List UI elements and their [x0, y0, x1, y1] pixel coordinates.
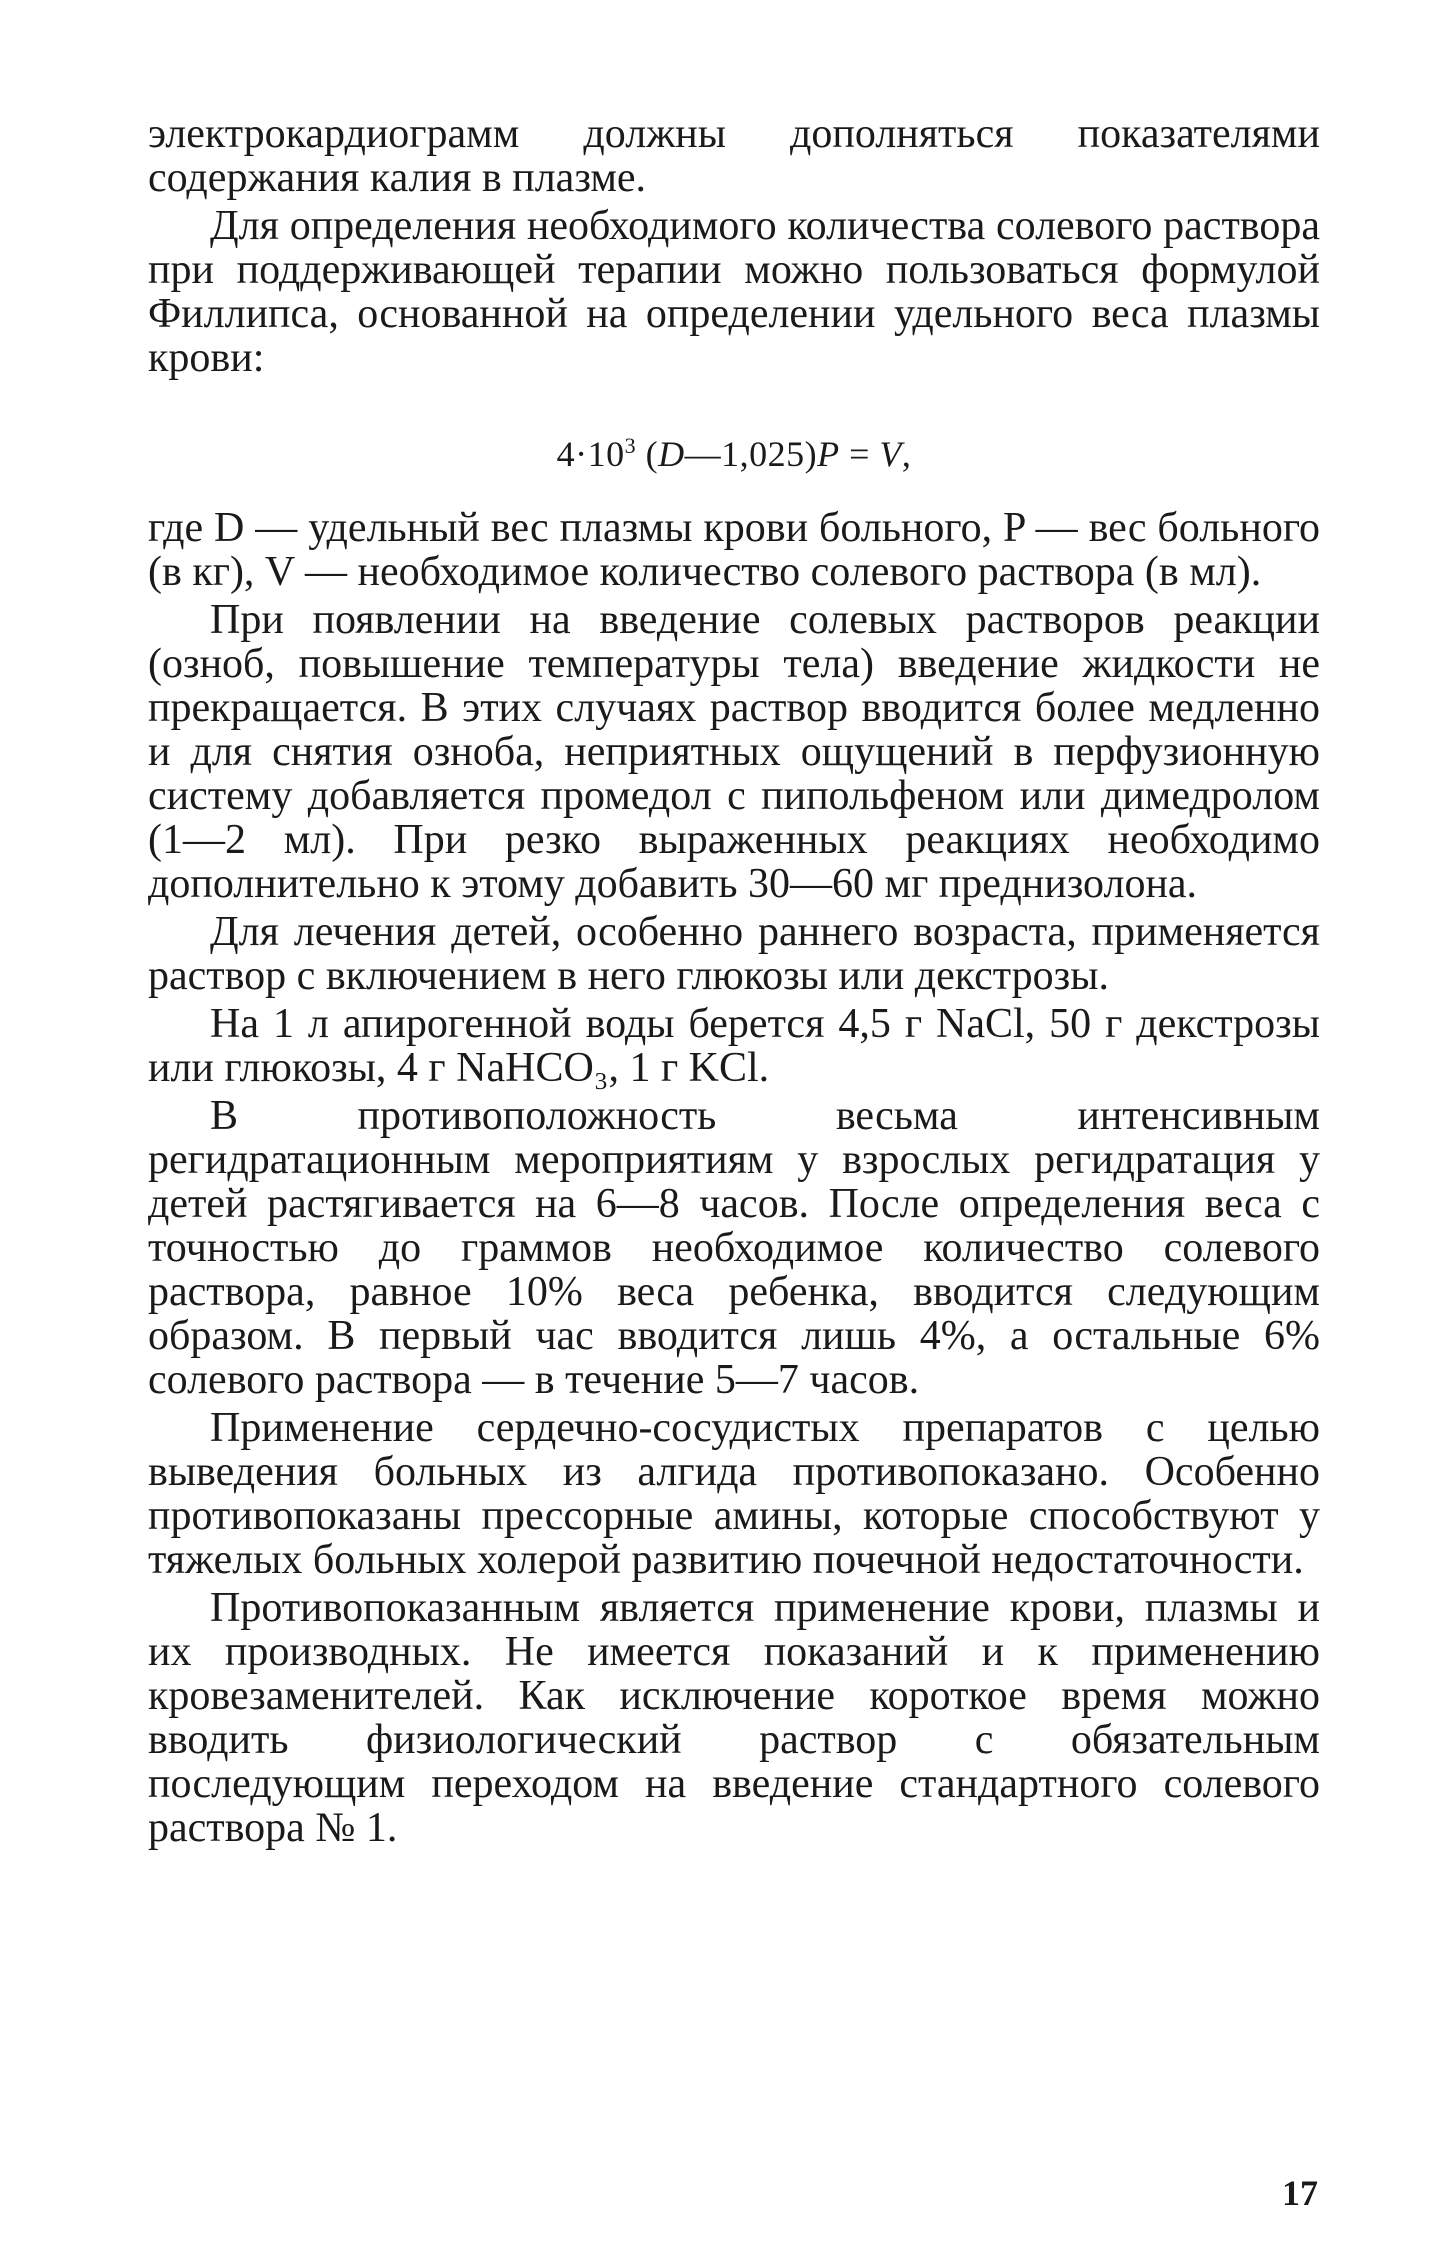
formula-mid: —1,025)	[684, 434, 818, 474]
paragraph-children: Для лечения детей, особенно раннего возраста, применяется раствор с включением в него глюкозы или декстрозы.	[148, 909, 1320, 999]
paragraph-contraindications: Противопоказанным является применение крови, плазмы и их производных. Не имеется показаний и к применению кровезаменителей. Как исключение короткое время можно вводить физиологический раствор с обязательным последующим переходом на введение стандартного солевого раствора № 1.	[148, 1585, 1320, 1851]
phillips-formula	[148, 424, 1320, 476]
formula-exponent: 3	[624, 433, 637, 458]
page-number: 17	[1282, 2173, 1318, 2213]
formula-end: ,	[901, 434, 912, 474]
page-body	[148, 112, 1320, 1850]
paragraph-continuation: электрокардиограмм должны дополняться показателями содержания калия в плазме.	[148, 111, 1320, 201]
formula-var-d: D	[658, 434, 685, 474]
formula-lead: 4·10	[556, 434, 625, 474]
formula-eq: =	[839, 434, 880, 474]
paragraph-formula-legend: где D — удельный вес плазмы крови больного, P — вес больного (в кг), V — необходимое количество солевого раствора (в мл).	[148, 505, 1320, 595]
formula-open: (	[636, 434, 659, 474]
formula-var-p: P	[817, 434, 840, 474]
formula-var-v: V	[879, 434, 902, 474]
paragraph-rehydration-children: В противоположность весьма интенсивным регидратационным мероприятиям у взрослых регидратация у детей растягивается на 6—8 часов. После определения веса с точностью до граммов необходимое количество солевого раствора, равное 10% веса ребенка, вводится следующим образом. В первый час вводится лишь 4%, а остальные 6% солевого раствора — в течение 5—7 часов.	[148, 1093, 1320, 1403]
paragraph-cardiovascular: Применение сердечно-сосудистых препаратов с целью выведения больных из алгида противопоказано. Особенно противопоказаны прессорные амины, которые способствуют у тяжелых больных холерой развитию почечной недостаточности.	[148, 1405, 1320, 1583]
paragraph-phillips-intro: Для определения необходимого количества солевого раствора при поддерживающей терапии можно пользоваться формулой Филлипса, основанной на определении удельного веса плазмы крови:	[148, 203, 1320, 381]
paragraph-solution-recipe: На 1 л апирогенной воды берется 4,5 г NaCl, 50 г декстрозы или глюкозы, 4 г NaHCO₃, 1 г KCl.	[148, 1001, 1320, 1091]
paragraph-reactions: При появлении на введение солевых растворов реакции (озноб, повышение температуры тела) введение жидкости не прекращается. В этих случаях раствор вводится более медленно и для снятия озноба, неприятных ощущений в перфузионную систему добавляется промедол с пипольфеном или димедролом (1—2 мл). При резко выраженных реакциях необходимо дополнительно к этому добавить 30—60 мг преднизолона.	[148, 597, 1320, 907]
